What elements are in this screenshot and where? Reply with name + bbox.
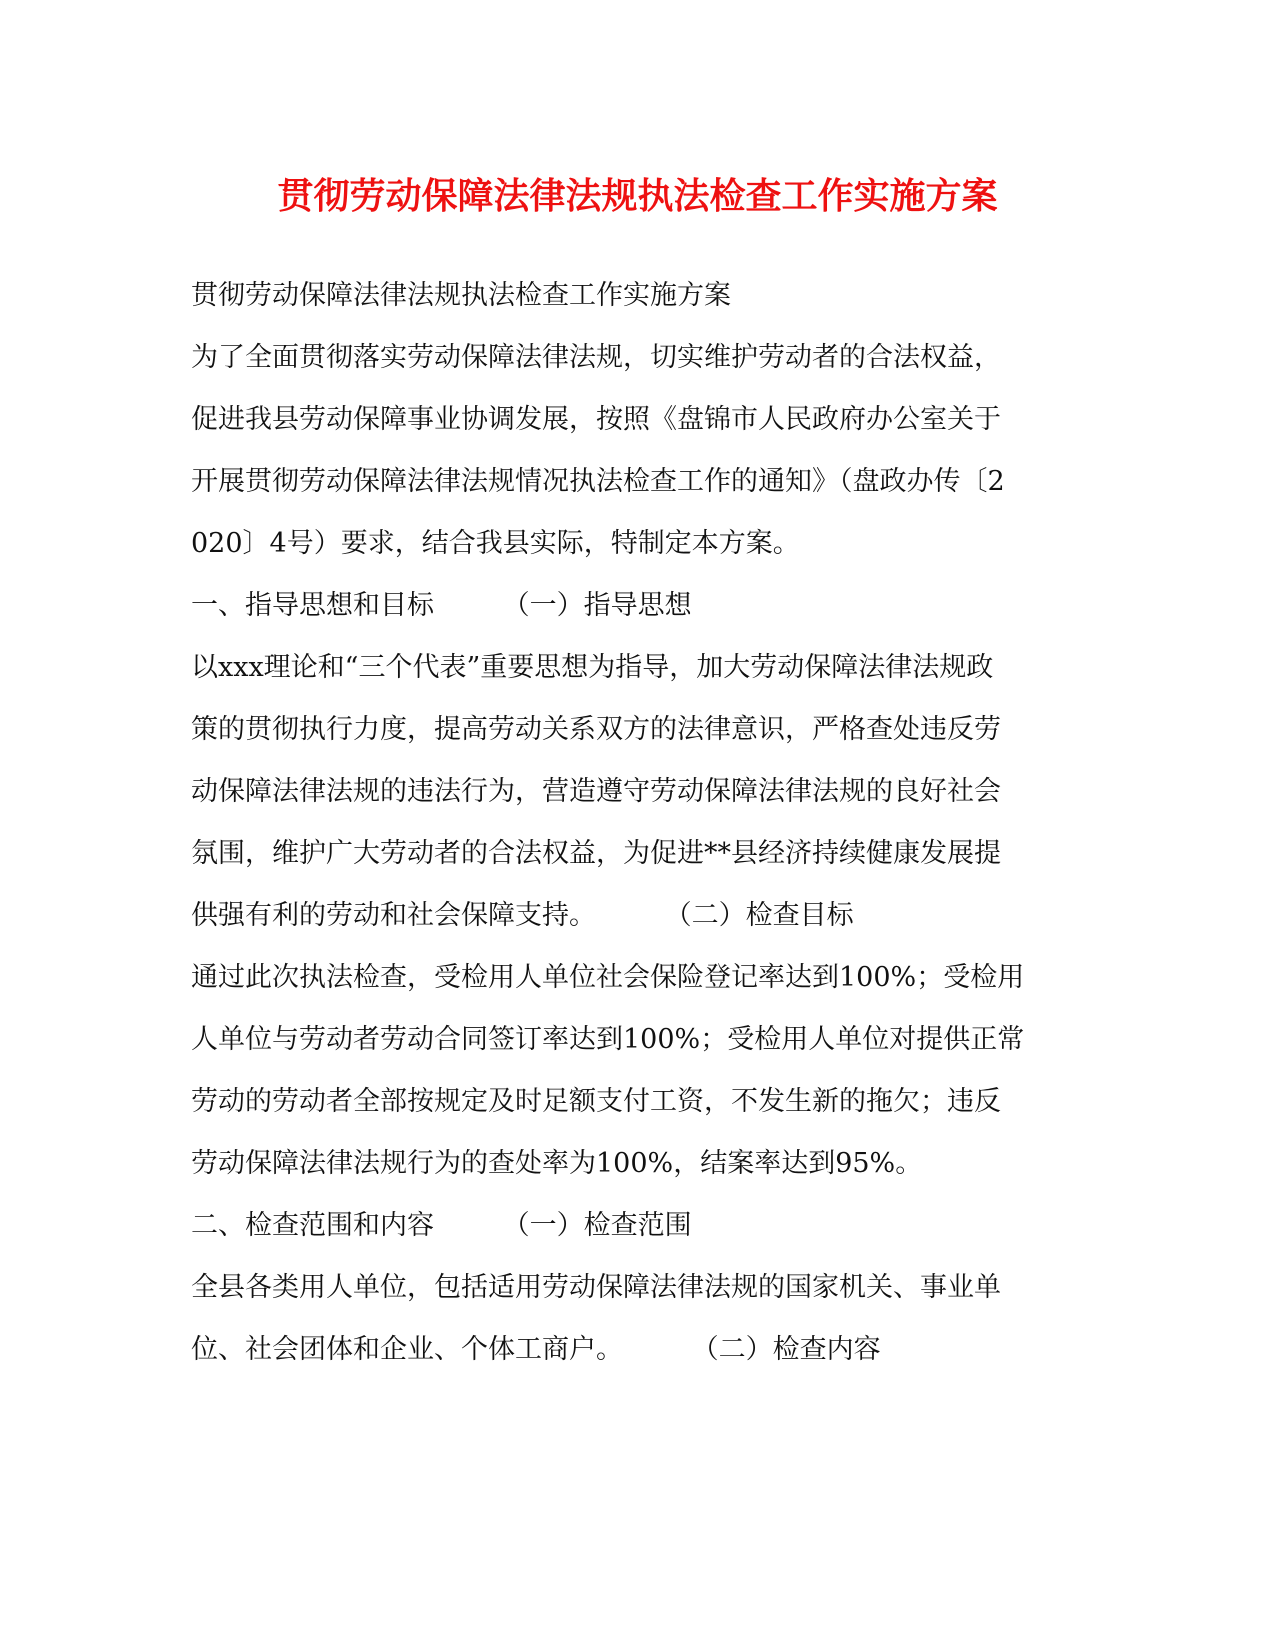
body-line: 策的贯彻执行力度，提高劳动关系双方的法律意识，严格查处违反劳: [191, 714, 1001, 745]
body-line: 开展贯彻劳动保障法律法规情况执法检查工作的通知》（盘政办传〔2: [191, 466, 1005, 497]
section-heading-2: 二、检查范围和内容 （一）检查范围: [191, 1210, 692, 1241]
body-line: 位、社会团体和企业、个体工商户。 （二）检查内容: [191, 1334, 881, 1365]
body-line: 氛围，维护广大劳动者的合法权益，为促进**县经济持续健康发展提: [191, 838, 1001, 869]
body-line: 劳动保障法律法规行为的查处率为100%，结案率达到95%。: [191, 1148, 923, 1179]
body-line: 劳动的劳动者全部按规定及时足额支付工资，不发生新的拖欠；违反: [191, 1086, 1001, 1117]
body-line: 为了全面贯彻落实劳动保障法律法规，切实维护劳动者的合法权益，: [191, 342, 1001, 373]
body-line: 人单位与劳动者劳动合同签订率达到100%；受检用人单位对提供正常: [191, 1024, 1025, 1055]
body-line: 促进我县劳动保障事业协调发展，按照《盘锦市人民政府办公室关于: [191, 404, 1001, 435]
body-line: 贯彻劳动保障法律法规执法检查工作实施方案: [191, 280, 731, 311]
body-line: 以xxx理论和“三个代表”重要思想为指导，加大劳动保障法律法规政: [191, 652, 994, 683]
body-line: 通过此次执法检查，受检用人单位社会保险登记率达到100%；受检用: [191, 962, 1025, 993]
body-line: 全县各类用人单位，包括适用劳动保障法律法规的国家机关、事业单: [191, 1272, 1001, 1303]
section-heading-1: 一、指导思想和目标 （一）指导思想: [191, 590, 692, 621]
body-line: 供强有利的劳动和社会保障支持。 （二）检查目标: [191, 900, 854, 931]
document-title: 贯彻劳动保障法律法规执法检查工作实施方案: [277, 175, 998, 217]
body-line: 020〕4号）要求，结合我县实际，特制定本方案。: [191, 528, 800, 559]
body-line: 动保障法律法规的违法行为，营造遵守劳动保障法律法规的良好社会: [191, 776, 1001, 807]
